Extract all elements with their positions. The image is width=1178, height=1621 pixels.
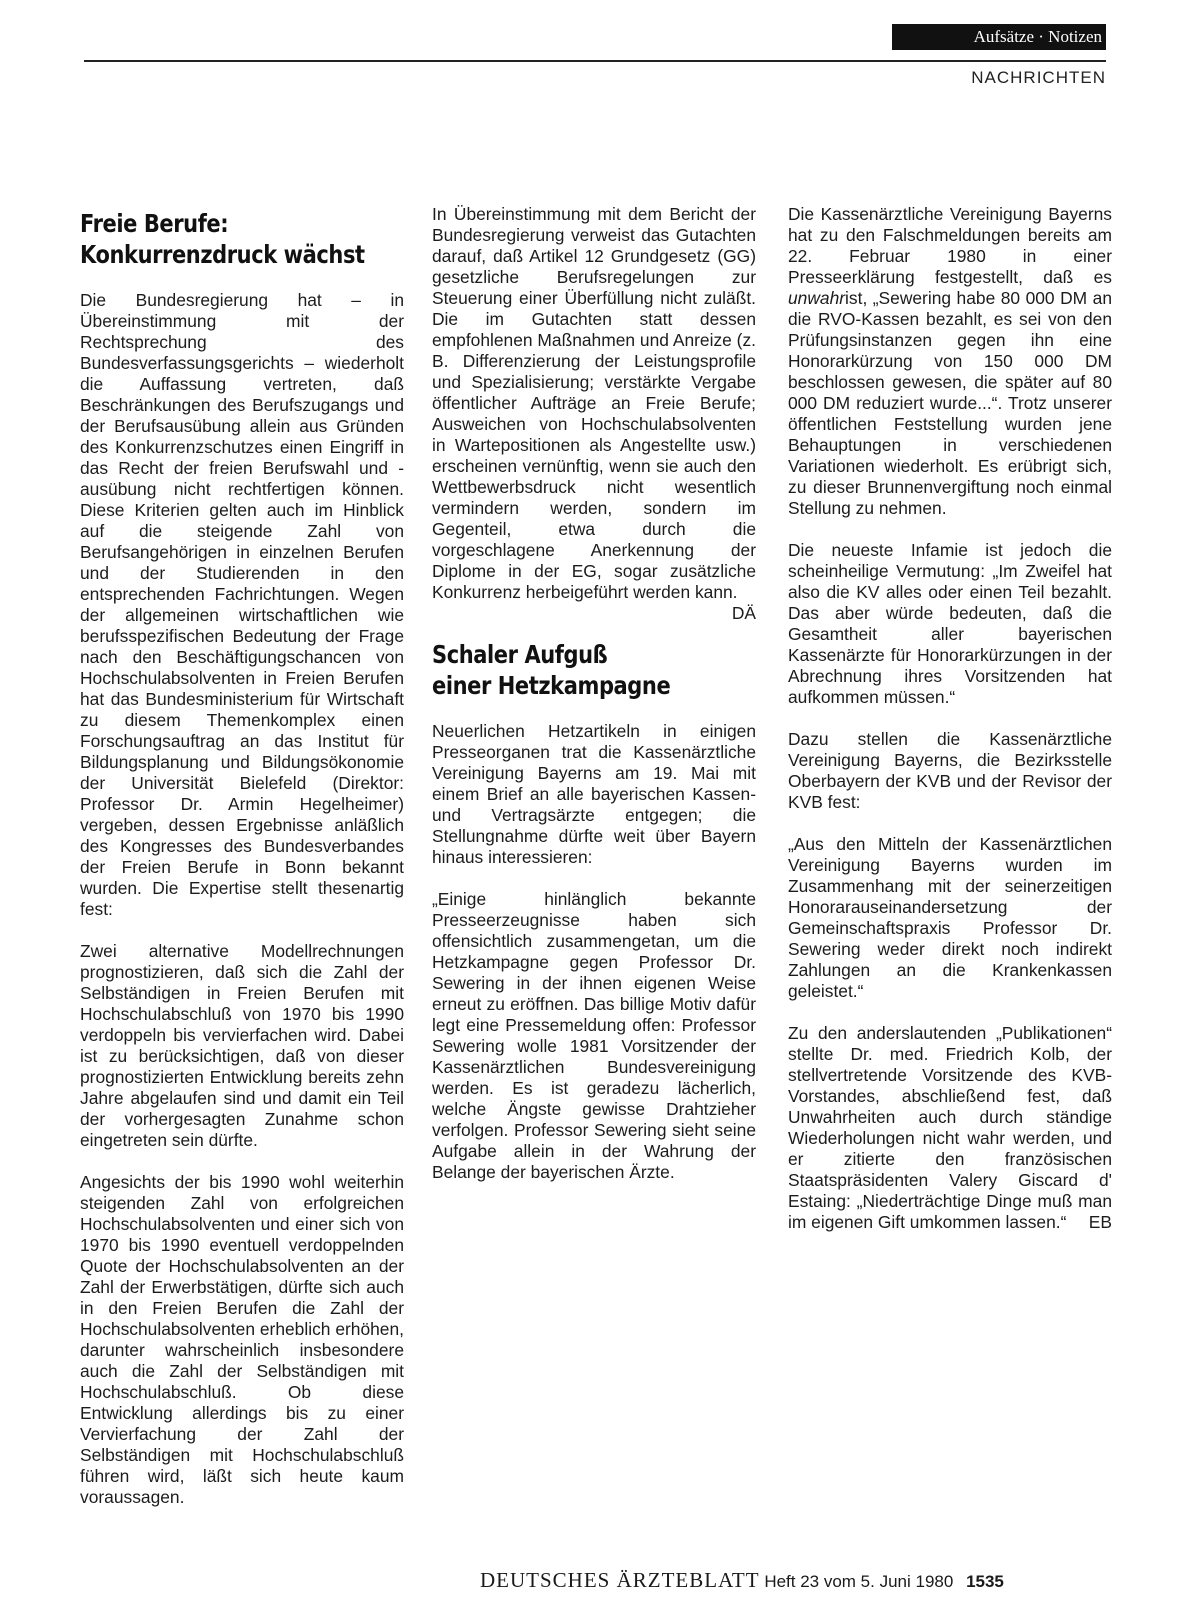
article-1-paragraph-3: Angesichts der bis 1990 wohl weiterhin steigenden Zahl von erfolgreichen Hochschulabsolventen und einer sich von 1970 bis 1990 eventuell verdoppelnden Quote der Hochschulabsolventen an der Zahl der Erwerbstätigen, dürfte sich auch in den Freien Berufen die Zahl der Hochschulabsolventen erheblich erhöhen, darunter wahrscheinlich insbesondere auch die Zahl der Selbständigen mit Hochschulabschluß. Ob diese Entwicklung allerdings bis zu einer Vervierfachung der Zahl der Selbständigen mit Hochschulabschluß führen wird, läßt sich heute kaum voraussagen. (80, 1172, 404, 1507)
article-1-signature: DÄ (731, 603, 756, 623)
article-1-title-line-1: Freie Berufe: (80, 209, 229, 238)
article-2-paragraph-7-text: Zu den anderslautenden „Publikationen“ stellte Dr. med. Friedrich Kolb, der stellvertretende Vorsitzende des KVB-Vorstandes, abschließend fest, daß Unwahrheiten auch durch ständige Wiederholungen nicht wahr werden, und er zitierte den französischen Staatspräsidenten Valery Giscard d' Estaing: „Niederträchtige Dinge muß man im eigenen Gift umkommen lassen.“ (788, 1023, 1112, 1232)
header-rule (84, 60, 1106, 62)
article-2-paragraph-6: „Aus den Mitteln der Kassenärztlichen Vereinigung Bayerns wurden im Zusammenhang mit der seinerzeitigen Honorarauseinandersetzung der Gemeinschaftspraxis Professor Dr. Sewering weder direkt noch indirekt Zahlungen an die Krankenkassen geleistet.“ (788, 834, 1112, 1001)
article-2-paragraph-7 (788, 1023, 1112, 1233)
article-2-headline (432, 639, 768, 701)
department-label: NACHRICHTEN (971, 68, 1106, 87)
article-1-title-line-2: Konkurrenzdruck wächst (80, 240, 365, 269)
article-2-paragraph-2: „Einige hinlänglich bekannte Presseerzeugnisse haben sich offensichtlich zusammengetan, um die Hetzkampagne gegen Professor Dr. Sewering in der ihnen eigenen Weise erneut zu eröffnen. Das billige Motiv dafür legt eine Pressemeldung offen: Professor Sewering wolle 1981 Vorsitzender der Kassenärztlichen Bundesvereinigung werden. Es ist geradezu lächerlich, welche Ängste gewisse Drahtzieher verfolgen. Professor Sewering sieht seine Aufgabe allein in der Wahrung der Belange der bayerischen Ärzte. (432, 889, 756, 1182)
column-1 (80, 208, 404, 1529)
page-footer (480, 1568, 1080, 1593)
column-2 (432, 204, 756, 1204)
section-tag: Aufsätze · Notizen (892, 24, 1106, 50)
article-2-title-line-1: Schaler Aufguß (432, 640, 608, 669)
article-2-emphasis: unwahr (788, 288, 846, 308)
page-number: 1535 (966, 1572, 1004, 1591)
article-1-paragraph-4-text: In Übereinstimmung mit dem Bericht der Bundesregierung verweist das Gutachten darauf, daß Artikel 12 Grundgesetz (GG) gesetzliche Berufsregelungen zur Steuerung einer Überfüllung nicht zuläßt. Die im Gutachten statt dessen empfohlenen Maßnahmen und Anreize (z. B. Differenzierung der Leistungsprofile und Spezialisierung; verstärkte Vergabe öffentlicher Aufträge an Freie Berufe; Ausweichen von Hochschulabsolventen in Wartepositionen als Angestellte usw.) erscheinen vernünftig, wenn sie auch den Wettbewerbsdruck nicht wesentlich vermindern werden, sondern im Gegenteil, etwa durch die vorgeschlagene Anerkennung der Diplome in der EG, sogar zusätzliche Konkurrenz herbeigeführt werden kann. (432, 204, 756, 602)
column-3 (788, 204, 1112, 1254)
article-2-paragraph-5: Dazu stellen die Kassenärztliche Vereinigung Bayerns, die Bezirksstelle Oberbayern der KVB und der Revisor der KVB fest: (788, 729, 1112, 812)
article-1-headline (80, 208, 416, 270)
article-2-paragraph-1: Neuerlichen Hetzartikeln in einigen Presseorganen trat die Kassenärztliche Vereinigung Bayerns am 19. Mai mit einem Brief an alle bayerischen Kassen- und Vertragsärzte entgegen; die Stellungnahme dürfte weit über Bayern hinaus interessieren: (432, 721, 756, 867)
article-2-signature: EB (1088, 1212, 1112, 1232)
article-2-paragraph-4: Die neueste Infamie ist jedoch die scheinheilige Vermutung: „Im Zweifel hat also die KV alles oder einen Teil bezahlt. Das aber würde bedeuten, daß die Gesamtheit aller bayerischen Kassenärzte für Honorarkürzungen in der Abrechnung ihres Vorsitzenden hat aufkommen müssen.“ (788, 540, 1112, 707)
article-2-paragraph-3-text-b: ist, „Sewering habe 80 000 DM an die RVO-Kassen bezahlt, es sei von den Prüfungsinstanzen gegen ihn eine Honorarkürzung von 150 000 DM beschlossen gewesen, die später auf 80 000 DM reduziert wurde...“. Trotz unserer öffentlichen Feststellung wurden jene Behauptungen in verschiedenen Variationen wiederholt. Es erübrigt sich, zu dieser Brunnenvergiftung noch einmal Stellung zu nehmen. (788, 288, 1112, 518)
article-2-title-line-2: einer Hetzkampagne (432, 671, 671, 700)
article-1-paragraph-4 (432, 204, 756, 623)
article-2-paragraph-3 (788, 204, 1112, 519)
magazine-name: DEUTSCHES ÄRZTEBLATT (480, 1568, 760, 1592)
article-1-paragraph-1: Die Bundesregierung hat – in Übereinstimmung mit der Rechtsprechung des Bundesverfassungsgerichts – wiederholt die Auffassung vertreten, daß Beschränkungen des Berufszugangs und der Berufsausübung allein aus Gründen des Konkurrenzschutzes einen Eingriff in das Recht der freien Berufswahl und -ausübung nicht rechtfertigen können. Diese Kriterien gelten auch im Hinblick auf die steigende Zahl von Berufsangehörigen in einzelnen Berufen und der Studierenden in den entsprechenden Fachrichtungen. Wegen der allgemeinen wirtschaftlichen wie berufsspezifischen Bedeutung der Frage nach den Beschäftigungschancen von Hochschulabsolventen in Freien Berufen hat das Bundesministerium für Wirtschaft zu diesem Themenkomplex einen Forschungsauftrag an das Institut für Bildungsplanung und Bildungsökonomie der Universität Bielefeld (Direktor: Professor Dr. Armin Hegelheimer) vergeben, dessen Ergebnisse anläßlich des Kongresses des Bundesverbandes der Freien Berufe in Bonn bekannt wurden. Die Expertise stellt thesenartig fest: (80, 290, 404, 919)
issue-info: Heft 23 vom 5. Juni 1980 (764, 1572, 954, 1591)
article-2-paragraph-3-text-a: Die Kassenärztliche Vereinigung Bayerns hat zu den Falschmeldungen bereits am 22. Februar 1980 in einer Presseerklärung festgestellt, daß es (788, 204, 1112, 287)
article-1-paragraph-2: Zwei alternative Modellrechnungen prognostizieren, daß sich die Zahl der Selbständigen in Freien Berufen mit Hochschulabschluß von 1970 bis 1990 verdoppeln bis vervierfachen wird. Dabei ist zu berücksichtigen, daß von dieser prognostizierten Entwicklung bereits zehn Jahre abgelaufen sind und damit ein Teil der vorhergesagten Zunahme schon eingetreten sein dürfte. (80, 941, 404, 1150)
